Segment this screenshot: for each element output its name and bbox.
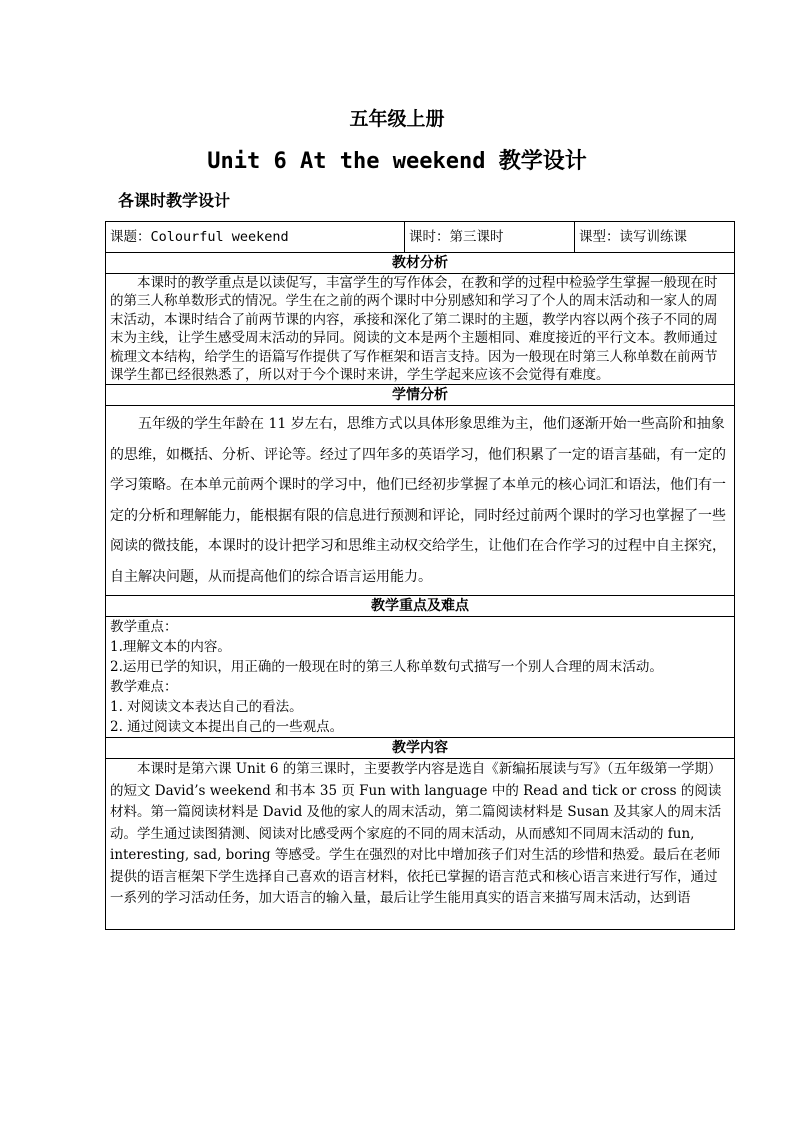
key-points-line: 2. 通过阅读文本提出自己的一些观点。 — [110, 719, 344, 736]
student-analysis-text: 五年级的学生年龄在 11 岁左右，思维方式以具体形象思维为主，他们逐渐开始一些高阶和抽象的思维，如概括、分析、评论等。经过了四年多的英语学习，他们积累了一定的语言基础，有一定的学习策略。在本单元前两个课时的学习中，他们已经初步掌握了本单元的核心词汇和语法，他们有一定的分析和理解能力，能根据有限的信息进行预测和评论，同时经过前两个课时的学习也掌握了一些阅读的微技能，本课时的设计把学习和思维主动权交给学生，让他们在合作学习的过程中自主探究，自主解决问题，从而提高他们的综合语言运用能力。 — [106, 406, 735, 596]
material-analysis-heading: 教材分析 — [106, 253, 735, 274]
student-analysis-heading: 学情分析 — [106, 385, 735, 406]
document-unit-title: Unit 6 At the weekend 教学设计 — [207, 149, 587, 174]
key-points-line: 教学重点： — [110, 619, 178, 636]
key-points-line: 2.运用已学的知识，用正确的一般现在时的第三人称单数句式描写一个别人合理的周末活动。 — [110, 659, 663, 676]
key-points-line: 1.理解文本的内容。 — [110, 639, 231, 656]
key-points-body — [106, 617, 735, 738]
teaching-content-text: 本课时是第六课 Unit 6 的第三课时，主要教学内容是选自《新编拓展读与写》（五年级第一学期）的短文 David’s weekend 和书本 35 页 Fun with language 中的 Read and tick or cross 的阅读材料。第一篇阅读材料是 David 及他的家人的周末活动，第二篇阅读材料是 Susan 及其家人的周末活动。学生通过读图猜测、阅读对比感受两个家庭的不同的周末活动，从而感知不同周末活动的 fun, interesting, sad, boring 等感受。学生在强烈的对比中增加孩子们对生活的珍惜和热爱。最后在老师提供的语言框架下学生选择自己喜欢的语言材料，依托已掌握的语言范式和核心语言来进行写作，通过一系列的学习活动任务，加大语言的输入量，最后让学生能用真实的语言来描写周末活动，达到语 — [106, 759, 735, 930]
lesson-info-row — [106, 222, 735, 253]
lesson-period-cell: 课时：第三课时 — [405, 222, 575, 253]
lesson-topic-cell: 课题：Colourful weekend — [106, 222, 405, 253]
section-label: 各课时教学设计 — [118, 191, 231, 210]
lesson-type-cell: 课型：读写训练课 — [575, 222, 735, 253]
key-points-line: 教学难点： — [110, 679, 178, 696]
document-grade-title: 五年级上册 — [349, 108, 445, 130]
key-points-line: 1. 对阅读文本表达自己的看法。 — [110, 699, 303, 716]
lesson-design-table — [105, 221, 735, 930]
key-points-heading: 教学重点及难点 — [106, 596, 735, 617]
teaching-content-heading: 教学内容 — [106, 738, 735, 759]
material-analysis-text: 本课时的教学重点是以读促写，丰富学生的写作体会，在教和学的过程中检验学生掌握一般现在时的第三人称单数形式的情况。学生在之前的两个课时中分别感知和学习了个人的周末活动和一家人的周末活动，本课时结合了前两节课的内容，承接和深化了第二课时的主题，教学内容以两个孩子不同的周末为主线，让学生感受周末活动的异同。阅读的文本是两个主题相同、难度接近的平行文本。教师通过梳理文本结构，给学生的语篇写作提供了写作框架和语言支持。因为一般现在时第三人称单数在前两节课学生都已经很熟悉了，所以对于今个课时来讲，学生学起来应该不会觉得有难度。 — [106, 274, 735, 385]
